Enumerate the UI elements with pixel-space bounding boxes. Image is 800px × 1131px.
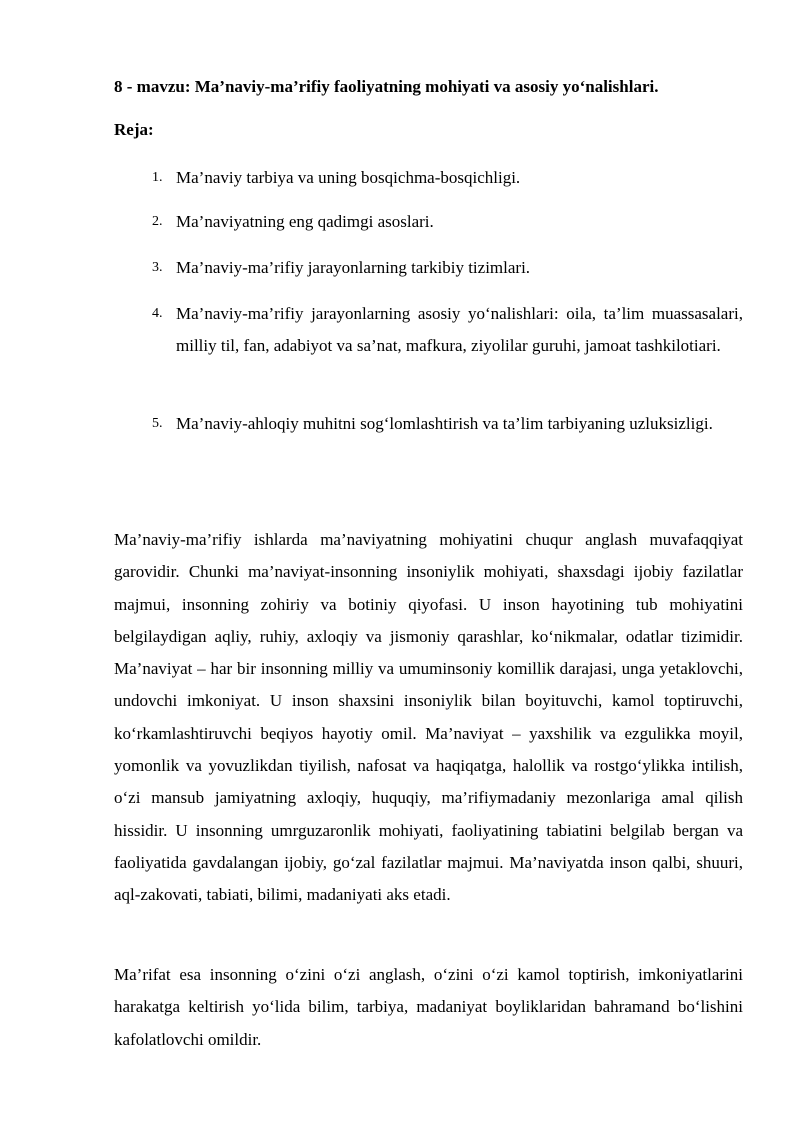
body-paragraph: Ma’naviy-ma’rifiy ishlarda ma’naviyatning mohiyatini chuqur anglash muvafaqqiyat garovidir. Chunki ma’naviyat-insonning insoniylik mohiyati, shaxsdagi ijobiy fazilatlar majmui, insonning zohiriy va botiniy qiyofasi. U inson hayotining tub mohiyatini belgilaydigan aqliy, ruhiy, axloqiy va jismoniy qarashlar, ko‘nikmalar, odatlar tizimidir. Ma’naviyat – har bir insonning milliy va umuminsoniy komillik darajasi, unga yetaklovchi, undovchi imkoniyat. U inson shaxsini insoniylik bilan boyituvchi, kamol toptiruvchi, ko‘rkamlashtiruvchi beqiyos hayotiy omil. Ma’naviyat – yaxshilik va ezgulikka moyil, yomonlik va yovuzlikdan tiyilish, nafosat va haqiqatga, halollik va rostgo‘ylikka intilish, o‘zi mansub jamiyatning axloqiy, huquqiy, ma’rifiymadaniy mezonlariga amal qilish hissidir. U insonning umrguzaronlik mohiyati, faoliyatining tabiatini belgilab bergan va faoliyatida gavdalangan ijobiy, go‘zal fazilatlar majmui. Ma’naviyatda inson qalbi, shuuri, aql-zakovati, tabiati, bilimi, madaniyati aks etadi. — [114, 530, 743, 905]
plan-item-number: 5. — [152, 416, 163, 431]
plan-item-number: 4. — [152, 306, 163, 321]
plan-item-text: Ma’naviy-ahloqiy muhitni sog‘lomlashtirish va ta’lim tarbiyaning uzluksizligi. — [176, 414, 713, 433]
plan-item-number: 1. — [152, 170, 163, 185]
plan-heading: Reja: — [114, 120, 154, 139]
plan-item-text: Ma’naviyatning eng qadimgi asoslari. — [176, 212, 434, 231]
plan-item-text: Ma’naviy-ma’rifiy jarayonlarning asosiy yo‘nalishlari: oila, ta’lim muassasalari, milliy til, fan, adabiyot va sa’nat, mafkura, ziyolilar guruhi, jamoat tashkilotiari. — [176, 304, 743, 355]
topic-title: 8 - mavzu: Ma’naviy-ma’rifiy faoliyatning mohiyati va asosiy yo‘nalishlari. — [114, 77, 659, 96]
plan-item-number: 3. — [152, 260, 163, 275]
body-paragraph: Ma’rifat esa insonning o‘zini o‘zi anglash, o‘zini o‘zi kamol toptirish, imkoniyatlarini harakatga keltirish yo‘lida bilim, tarbiya, madaniyat boyliklaridan bahramand bo‘lishini kafolatlovchi omildir. — [114, 965, 743, 1049]
plan-item-number: 2. — [152, 214, 163, 229]
plan-item-text: Ma’naviy-ma’rifiy jarayonlarning tarkibiy tizimlari. — [176, 258, 531, 277]
plan-item-text: Ma’naviy tarbiya va uning bosqichma-bosqichligi. — [176, 168, 521, 187]
